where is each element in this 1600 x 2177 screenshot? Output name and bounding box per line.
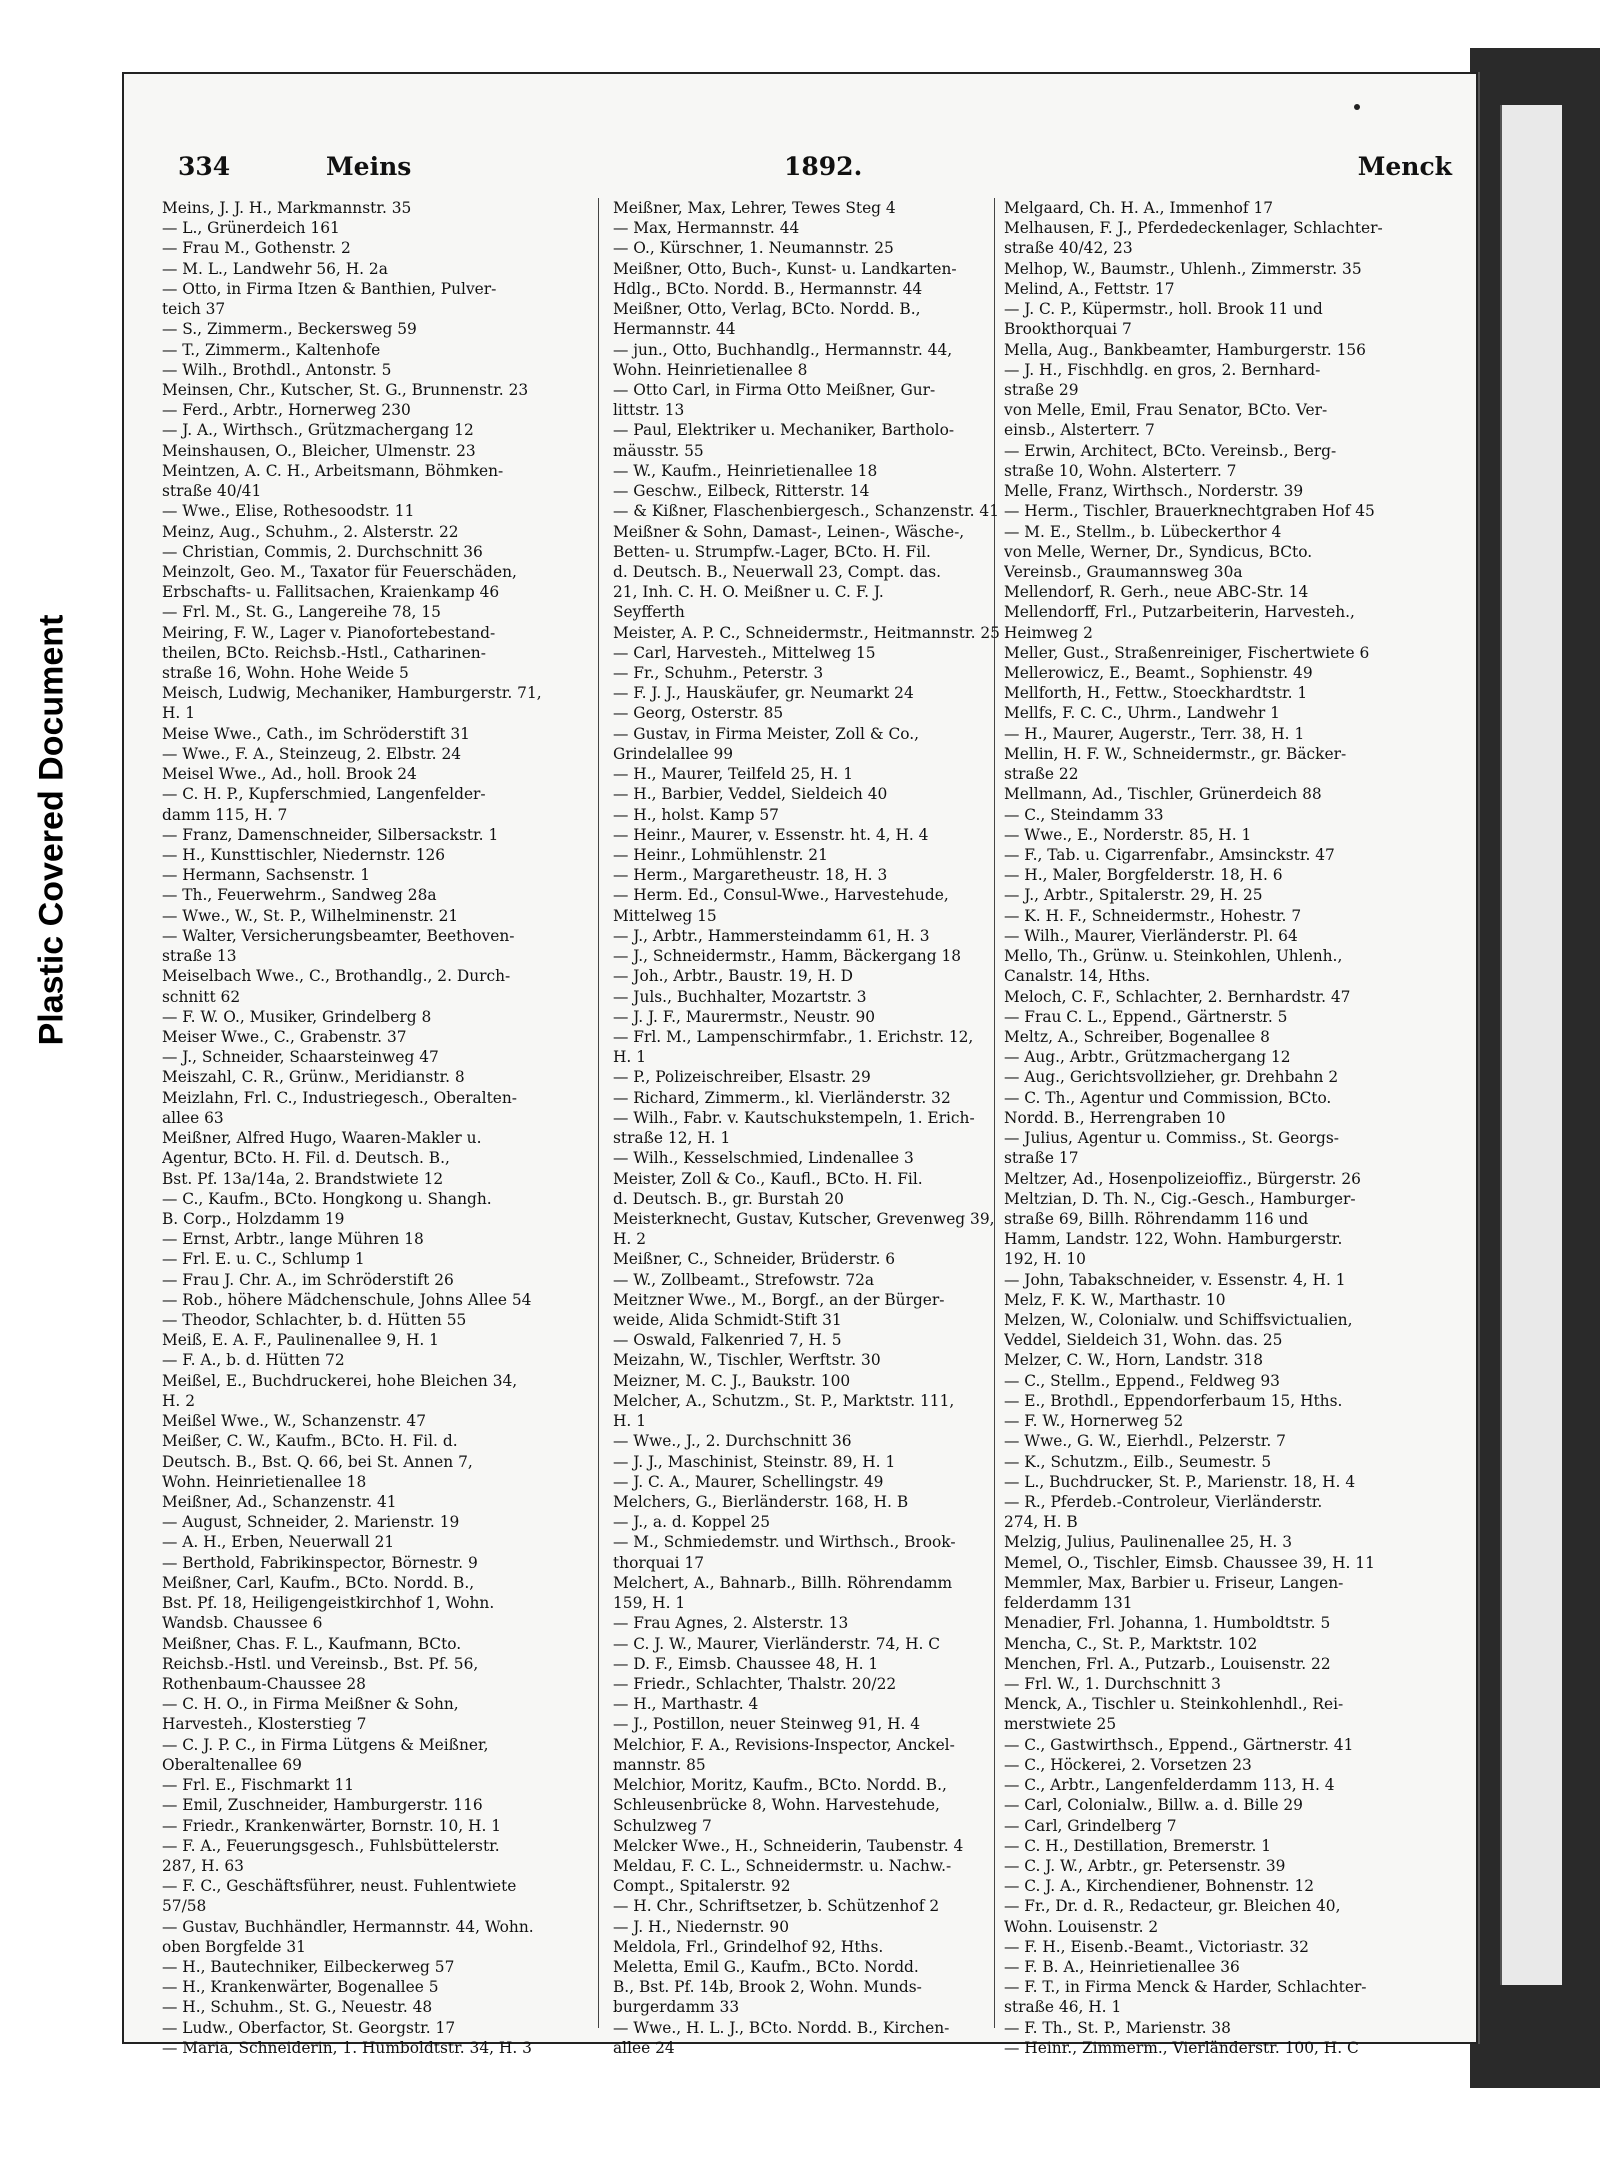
directory-entry-line: — C. Th., Agentur und Commission, BCto. <box>1004 1088 1332 1107</box>
directory-entry-line: — Berthold, Fabrikinspector, Börnestr. 9 <box>162 1553 478 1572</box>
directory-entry-line: — H., Barbier, Veddel, Sieldeich 40 <box>613 785 888 804</box>
directory-entry-line: 287, H. 63 <box>162 1856 244 1875</box>
directory-entry-line: — Frau C. L., Eppend., Gärtnerstr. 5 <box>1004 1007 1288 1026</box>
directory-entry-line: 57/58 <box>162 1897 207 1916</box>
adjacent-page-edge <box>1500 105 1562 1985</box>
directory-entry-line: allee 63 <box>162 1108 224 1127</box>
directory-entry-line: Mellmann, Ad., Tischler, Grünerdeich 88 <box>1004 785 1322 804</box>
directory-entry-line: — C. H., Destillation, Bremerstr. 1 <box>1004 1836 1272 1855</box>
directory-entry-line: — H., holst. Kamp 57 <box>613 805 779 824</box>
directory-entry-line: felderdamm 131 <box>1004 1594 1133 1613</box>
directory-entry-line: — Heinr., Maurer, v. Essenstr. ht. 4, H. 4 <box>613 825 929 844</box>
directory-entry-line: Meiszahl, C. R., Grünw., Meridianstr. 8 <box>162 1068 465 1087</box>
directory-entry-line: Memel, O., Tischler, Eimsb. Chaussee 39, H. 11 <box>1004 1553 1375 1572</box>
directory-entry-line: — Geschw., Eilbeck, Ritterstr. 14 <box>613 482 870 501</box>
directory-entry-line: — J. J., Maschinist, Steinstr. 89, H. 1 <box>613 1452 896 1471</box>
directory-entry-line: 274, H. B <box>1004 1513 1078 1532</box>
column-divider <box>598 198 599 2028</box>
directory-entry-line: 21, Inh. C. H. O. Meißner u. C. F. J. <box>613 583 884 602</box>
directory-entry-line: Hdlg., BCto. Nordd. B., Hermannstr. 44 <box>613 279 923 298</box>
directory-entry-line: — J. A., Wirthsch., Grützmachergang 12 <box>162 421 474 440</box>
directory-entry-line: theilen, BCto. Reichsb.-Hstl., Catharinen- <box>162 643 486 662</box>
directory-entry-line: allee 24 <box>613 2038 675 2057</box>
directory-entry-line: straße 16, Wohn. Hohe Weide 5 <box>162 664 409 683</box>
directory-entry-line: — K., Schutzm., Eilb., Seumestr. 5 <box>1004 1452 1272 1471</box>
directory-entry-line: — W., Zollbeamt., Strefowstr. 72a <box>613 1270 875 1289</box>
directory-entry-line: Oberaltenallee 69 <box>162 1755 302 1774</box>
directory-entry-line: Melgaard, Ch. H. A., Immenhof 17 <box>1004 199 1274 217</box>
directory-entry-line: — Frau J. Chr. A., im Schröderstift 26 <box>162 1270 454 1289</box>
directory-entry-line: H. 2 <box>162 1391 195 1410</box>
directory-entry-line: 159, H. 1 <box>613 1594 686 1613</box>
directory-entry-line: — C. H. P., Kupferschmied, Langenfelder- <box>162 785 486 804</box>
directory-entry-line: Wohn. Heinrietienallee 18 <box>162 1472 367 1491</box>
directory-entry-line: — A. H., Erben, Neuerwall 21 <box>162 1533 395 1552</box>
directory-entry-line: H. 1 <box>613 1412 646 1431</box>
directory-entry-line: — C. J. W., Maurer, Vierländerstr. 74, H. C <box>613 1634 941 1653</box>
directory-entry-line: Meintzen, A. C. H., Arbeitsmann, Böhmken- <box>162 461 504 480</box>
directory-entry-line: Vereinsb., Graumannsweg 30a <box>1004 562 1243 581</box>
directory-entry-line: — Frau Agnes, 2. Alsterstr. 13 <box>613 1614 849 1633</box>
directory-entry-line: Bst. Pf. 13a/14a, 2. Brandstwiete 12 <box>162 1169 444 1188</box>
directory-entry-line: — P., Polizeischreiber, Elsastr. 29 <box>613 1068 871 1087</box>
directory-entry-line: Meißner, C., Schneider, Brüderstr. 6 <box>613 1250 896 1269</box>
directory-entry-line: — jun., Otto, Buchhandlg., Hermannstr. 44, <box>613 340 953 359</box>
directory-entry-line: Rothenbaum-Chaussee 28 <box>162 1674 366 1693</box>
directory-entry-line: — Gustav, Buchhändler, Hermannstr. 44, Wohn. <box>162 1917 534 1936</box>
directory-entry-line: Melchers, G., Bierländerstr. 168, H. B <box>613 1493 909 1511</box>
directory-entry-line: oben Borgfelde 31 <box>162 1937 306 1956</box>
directory-entry-line: — W., Kaufm., Heinrietienallee 18 <box>613 461 878 480</box>
directory-entry-line: — F. A., Feuerungsgesch., Fuhlsbüttelerstr. <box>162 1836 500 1855</box>
directory-entry-line: Meizlahn, Frl. C., Industriegesch., Oberalten- <box>162 1088 517 1107</box>
directory-entry-line: — F. J. J., Hauskäufer, gr. Neumarkt 24 <box>613 684 914 703</box>
directory-entry-line: — E., Brothdl., Eppendorferbaum 15, Hths. <box>1004 1391 1343 1410</box>
directory-entry-line: Meißner & Sohn, Damast-, Leinen-, Wäsche-, <box>613 522 965 541</box>
directory-entry-line: H. 1 <box>162 704 195 723</box>
directory-page <box>122 72 1478 2057</box>
directory-entry-line: Mellendorf, R. Gerh., neue ABC-Str. 14 <box>1004 583 1309 602</box>
side-label <box>12 560 92 1100</box>
directory-entry-line: Schulzweg 7 <box>613 1816 712 1835</box>
directory-entry-line: — Wwe., G. W., Eierhdl., Pelzerstr. 7 <box>1004 1432 1286 1451</box>
directory-entry-line: Melhop, W., Baumstr., Uhlenh., Zimmerstr. 35 <box>1004 259 1362 278</box>
column-3 <box>1004 198 1462 2058</box>
directory-entry-line: Menchen, Frl. A., Putzarb., Louisenstr. 22 <box>1004 1654 1331 1673</box>
directory-entry-line: Meißner, Alfred Hugo, Waaren-Makler u. <box>162 1129 482 1148</box>
directory-entry-line: — Aug., Arbtr., Grützmachergang 12 <box>1004 1048 1291 1067</box>
directory-entry-line: — R., Pferdeb.-Controleur, Vierländerstr. <box>1004 1493 1323 1511</box>
directory-entry-line: — L., Grünerdeich 161 <box>162 219 340 238</box>
directory-entry-line: — J. H., Fischhdlg. en gros, 2. Bernhard- <box>1004 360 1321 379</box>
directory-entry-line: Meldau, F. C. L., Schneidermstr. u. Nachw.- <box>613 1856 952 1875</box>
directory-entry-line: von Melle, Werner, Dr., Syndicus, BCto. <box>1004 542 1313 561</box>
directory-entry-line: — Frl. E. u. C., Schlump 1 <box>162 1250 365 1269</box>
directory-entry-line: Meister, Zoll & Co., Kaufl., BCto. H. Fil. <box>613 1169 923 1188</box>
directory-entry-line: — M. L., Landwehr 56, H. 2a <box>162 259 388 278</box>
directory-entry-line: — Frau M., Gothenstr. 2 <box>162 239 351 258</box>
directory-entry-line: — Friedr., Schlachter, Thalstr. 20/22 <box>613 1674 897 1693</box>
directory-entry-line: — Max, Hermannstr. 44 <box>613 219 800 238</box>
directory-entry-line: — C. J. W., Arbtr., gr. Petersenstr. 39 <box>1004 1856 1286 1875</box>
directory-entry-line: Melchior, Moritz, Kaufm., BCto. Nordd. B., <box>613 1776 947 1795</box>
directory-entry-line: — O., Kürschner, 1. Neumannstr. 25 <box>613 239 894 258</box>
directory-entry-line: einsb., Alsterterr. 7 <box>1004 421 1155 440</box>
directory-entry-line: — Carl, Colonialw., Billw. a. d. Bille 29 <box>1004 1796 1303 1815</box>
directory-entry-line: littstr. 13 <box>613 401 685 420</box>
directory-entry-line: Wandsb. Chaussee 6 <box>162 1614 323 1633</box>
directory-entry-line: Meisch, Ludwig, Mechaniker, Hamburgerstr. 71, <box>162 684 542 703</box>
directory-entry-line: — Maria, Schneiderin, 1. Humboldtstr. 34, H. 3 <box>162 2038 532 2057</box>
directory-entry-line: Meletta, Emil G., Kaufm., BCto. Nordd. <box>613 1958 919 1977</box>
directory-entry-line: burgerdamm 33 <box>613 1998 740 2017</box>
directory-entry-line: — Heinr., Lohmühlenstr. 21 <box>613 846 828 864</box>
directory-entry-line: — Ludw., Oberfactor, St. Georgstr. 17 <box>162 2018 456 2037</box>
directory-entry-line: Meißner, Otto, Buch-, Kunst- u. Landkarten- <box>613 259 957 278</box>
directory-entry-line: Meloch, C. F., Schlachter, 2. Bernhardstr. 47 <box>1004 987 1351 1006</box>
directory-entry-line: straße 40/41 <box>162 482 262 501</box>
directory-entry-line: Meißner, Ad., Schanzenstr. 41 <box>162 1493 397 1511</box>
directory-entry-line: Meller, Gust., Straßenreiniger, Fischertwiete 6 <box>1004 643 1370 662</box>
directory-entry-line: — H., Bautechniker, Eilbeckerweg 57 <box>162 1958 455 1977</box>
directory-entry-line: — Th., Feuerwehrm., Sandweg 28a <box>162 886 437 905</box>
directory-entry-line: — Richard, Zimmerm., kl. Vierländerstr. 32 <box>613 1088 951 1107</box>
directory-entry-line: — Herm., Margaretheustr. 18, H. 3 <box>613 866 888 885</box>
directory-entry-line: — M. E., Stellm., b. Lübeckerthor 4 <box>1004 522 1282 541</box>
directory-entry-line: von Melle, Emil, Frau Senator, BCto. Ver- <box>1004 401 1328 420</box>
directory-entry-line: — S., Zimmerm., Beckersweg 59 <box>162 320 417 339</box>
directory-entry-line: Mellfs, F. C. C., Uhrm., Landwehr 1 <box>1004 704 1280 723</box>
directory-entry-line: Meiser Wwe., C., Grabenstr. 37 <box>162 1027 407 1046</box>
directory-entry-line: straße 46, H. 1 <box>1004 1998 1122 2017</box>
directory-entry-line: — M., Schmiedemstr. und Wirthsch., Brook- <box>613 1533 956 1552</box>
directory-entry-line: Mellerowicz, E., Beamt., Sophienstr. 49 <box>1004 664 1313 683</box>
directory-entry-line: Meise Wwe., Cath., im Schröderstift 31 <box>162 724 470 743</box>
header-year: 1892. <box>784 152 863 181</box>
directory-entry-line: Nordd. B., Herrengraben 10 <box>1004 1108 1226 1127</box>
directory-entry-line: straße 69, Billh. Röhrendamm 116 und <box>1004 1209 1309 1228</box>
header-left-keyword: Meins <box>326 152 412 181</box>
directory-entry-line: — H., Krankenwärter, Bogenallee 5 <box>162 1978 439 1997</box>
directory-entry-line: d. Deutsch. B., gr. Burstah 20 <box>613 1189 844 1208</box>
directory-entry-line: — H., Marthastr. 4 <box>613 1695 759 1714</box>
header-right-keyword: Menck <box>1357 152 1452 181</box>
directory-entry-line: Brookthorquai 7 <box>1004 320 1132 339</box>
directory-entry-line: — J. C. A., Maurer, Schellingstr. 49 <box>613 1472 884 1491</box>
directory-entry-line: — Walter, Versicherungsbeamter, Beethoven- <box>162 926 515 945</box>
directory-entry-line: — J., Arbtr., Hammersteindamm 61, H. 3 <box>613 926 930 945</box>
directory-entry-line: — C. J. P. C., in Firma Lütgens & Meißner, <box>162 1735 489 1754</box>
directory-entry-line: Meinz, Aug., Schuhm., 2. Alsterstr. 22 <box>162 522 459 541</box>
directory-entry-line: — Paul, Elektriker u. Mechaniker, Bartholo- <box>613 421 955 440</box>
directory-entry-line: Melzig, Julius, Paulinenallee 25, H. 3 <box>1004 1533 1293 1552</box>
directory-entry-line: Menck, A., Tischler u. Steinkohlenhdl., Rei- <box>1004 1695 1344 1714</box>
directory-entry-line: Grindelallee 99 <box>613 744 734 763</box>
directory-entry-line: Meizner, M. C. J., Baukstr. 100 <box>613 1371 851 1390</box>
directory-entry-line: Seyfferth <box>613 603 685 622</box>
directory-entry-line: Deutsch. B., Bst. Q. 66, bei St. Annen 7, <box>162 1452 473 1471</box>
directory-entry-line: — Wwe., E., Norderstr. 85, H. 1 <box>1004 825 1252 844</box>
directory-entry-line: — Franz, Damenschneider, Silbersackstr. 1 <box>162 825 499 844</box>
directory-entry-line: — Georg, Osterstr. 85 <box>613 704 784 723</box>
directory-entry-line: Melzen, W., Colonialw. und Schiffsvictualien, <box>1004 1311 1353 1330</box>
directory-entry-line: 192, H. 10 <box>1004 1250 1086 1269</box>
directory-entry-line: mannstr. 85 <box>613 1755 706 1774</box>
directory-entry-line: thorquai 17 <box>613 1553 705 1572</box>
directory-entry-line: — F. T., in Firma Menck & Harder, Schlachter- <box>1004 1978 1367 1997</box>
directory-entry-line: — H., Maurer, Teilfeld 25, H. 1 <box>613 765 854 784</box>
directory-entry-line: — Wilh., Brothdl., Antonstr. 5 <box>162 360 392 379</box>
directory-entry-line: Heimweg 2 <box>1004 623 1093 642</box>
directory-entry-line: Meltzian, D. Th. N., Cig.-Gesch., Hamburger- <box>1004 1189 1356 1208</box>
directory-entry-line: Veddel, Sieldeich 31, Wohn. das. 25 <box>1004 1331 1283 1350</box>
directory-entry-line: damm 115, H. 7 <box>162 805 288 824</box>
directory-entry-line: — C., Arbtr., Langenfelderdamm 113, H. 4 <box>1004 1776 1335 1795</box>
directory-entry-line: Meiß, E. A. F., Paulinenallee 9, H. 1 <box>162 1331 439 1350</box>
directory-entry-line: Meldola, Frl., Grindelhof 92, Hths. <box>613 1937 884 1956</box>
directory-entry-line: Meißner, Max, Lehrer, Tewes Steg 4 <box>613 199 896 217</box>
directory-entry-line: — Heinr., Zimmerm., Vierländerstr. 100, H. C <box>1004 2038 1359 2057</box>
directory-entry-line: Reichsb.-Hstl. und Vereinsb., Bst. Pf. 56, <box>162 1654 479 1673</box>
directory-entry-line: — J., Arbtr., Spitalerstr. 29, H. 25 <box>1004 886 1263 905</box>
directory-entry-line: — Ferd., Arbtr., Hornerweg 230 <box>162 401 411 420</box>
directory-entry-line: straße 10, Wohn. Alsterterr. 7 <box>1004 461 1237 480</box>
directory-entry-line: Meißner, Carl, Kaufm., BCto. Nordd. B., <box>162 1573 475 1592</box>
directory-entry-line: Mittelweg 15 <box>613 906 717 925</box>
directory-entry-line: Agentur, BCto. H. Fil. d. Deutsch. B., <box>162 1149 450 1168</box>
directory-entry-line: — Joh., Arbtr., Baustr. 19, H. D <box>613 967 854 986</box>
directory-entry-line: — L., Buchdrucker, St. P., Marienstr. 18, H. 4 <box>1004 1472 1356 1491</box>
directory-entry-line: weide, Alida Schmidt-Stift 31 <box>613 1311 842 1330</box>
directory-entry-line: Compt., Spitalerstr. 92 <box>613 1877 791 1896</box>
ink-dot <box>1354 104 1360 110</box>
directory-entry-line: — J., Schneider, Schaarsteinweg 47 <box>162 1048 439 1067</box>
directory-entry-line: Meißel, E., Buchdruckerei, hohe Bleichen 34, <box>162 1371 518 1390</box>
directory-entry-line: Schleusenbrücke 8, Wohn. Harvestehude, <box>613 1796 940 1815</box>
directory-entry-line: H. 2 <box>613 1230 646 1249</box>
directory-entry-line: Melcher, A., Schutzm., St. P., Marktstr. 111, <box>613 1391 955 1410</box>
directory-entry-line: — Gustav, in Firma Meister, Zoll & Co., <box>613 724 920 743</box>
directory-entry-line: — Frl. W., 1. Durchschnitt 3 <box>1004 1674 1221 1693</box>
directory-entry-line: mäusstr. 55 <box>613 441 704 460</box>
directory-entry-line: — Wwe., F. A., Steinzeug, 2. Elbstr. 24 <box>162 744 462 763</box>
directory-entry-line: — C., Höckerei, 2. Vorsetzen 23 <box>1004 1755 1252 1774</box>
directory-entry-line: Betten- u. Strumpfw.-Lager, BCto. H. Fil. <box>613 542 931 561</box>
directory-entry-line: — Fr., Schuhm., Peterstr. 3 <box>613 664 824 683</box>
directory-entry-line: teich 37 <box>162 300 226 319</box>
directory-entry-line: — Wwe., H. L. J., BCto. Nordd. B., Kirchen- <box>613 2018 950 2037</box>
directory-entry-line: — C. J. A., Kirchendiener, Bohnenstr. 12 <box>1004 1877 1315 1896</box>
directory-entry-line: Memmler, Max, Barbier u. Friseur, Langen- <box>1004 1573 1344 1592</box>
directory-entry-line: Mellforth, H., Fettw., Stoeckhardtstr. 1 <box>1004 684 1308 703</box>
directory-entry-line: straße 22 <box>1004 765 1079 784</box>
directory-entry-line: — Fr., Dr. d. R., Redacteur, gr. Bleichen 40, <box>1004 1897 1341 1916</box>
directory-entry-line: — Christian, Commis, 2. Durchschnitt 36 <box>162 542 483 561</box>
directory-entry-line: — Otto, in Firma Itzen & Banthien, Pulver- <box>162 279 497 298</box>
directory-entry-line: Meister, A. P. C., Schneidermstr., Heitmannstr. 25 <box>613 623 1000 642</box>
directory-entry-line: Meisterknecht, Gustav, Kutscher, Grevenweg 39, <box>613 1209 995 1228</box>
directory-entry-line: Meißel Wwe., W., Schanzenstr. 47 <box>162 1412 426 1431</box>
directory-entry-line: Mellendorff, Frl., Putzarbeiterin, Harvesteh., <box>1004 603 1355 622</box>
directory-entry-line: — Emil, Zuschneider, Hamburgerstr. 116 <box>162 1796 483 1815</box>
directory-entry-line: — Herm., Tischler, Brauerknechtgraben Hof 45 <box>1004 502 1375 521</box>
directory-entry-line: Meinsen, Chr., Kutscher, St. G., Brunnenstr. 23 <box>162 380 529 399</box>
page-header <box>178 152 1462 196</box>
directory-entry-line: — C., Gastwirthsch., Eppend., Gärtnerstr. 41 <box>1004 1735 1354 1754</box>
directory-entry-line: Meins, J. J. H., Markmannstr. 35 <box>162 199 412 217</box>
directory-entry-line: — Wilh., Kesselschmied, Lindenallee 3 <box>613 1149 914 1168</box>
directory-entry-line: Meinshausen, O., Bleicher, Ulmenstr. 23 <box>162 441 476 460</box>
directory-entry-line: Wohn. Heinrietienallee 8 <box>613 360 808 379</box>
directory-entry-line: — Juls., Buchhalter, Mozartstr. 3 <box>613 987 867 1006</box>
directory-entry-line: B. Corp., Holzdamm 19 <box>162 1209 345 1228</box>
column-1 <box>162 198 592 2058</box>
directory-entry-line: — & Kißner, Flaschenbiergesch., Schanzenstr. 41 <box>613 502 999 521</box>
directory-entry-line: Melz, F. K. W., Marthastr. 10 <box>1004 1290 1226 1309</box>
directory-entry-line: — F. B. A., Heinrietienallee 36 <box>1004 1958 1240 1977</box>
directory-entry-line: H. 1 <box>613 1048 646 1067</box>
directory-entry-line: Meizahn, W., Tischler, Werftstr. 30 <box>613 1351 881 1370</box>
directory-entry-line: — C., Steindamm 33 <box>1004 805 1164 824</box>
directory-entry-line: — Otto Carl, in Firma Otto Meißner, Gur- <box>613 380 936 399</box>
directory-entry-line: — F. A., b. d. Hütten 72 <box>162 1351 345 1370</box>
directory-entry-line: — J. C. P., Küpermstr., holl. Brook 11 und <box>1004 300 1323 319</box>
directory-entry-line: straße 12, H. 1 <box>613 1129 731 1148</box>
directory-entry-line: B., Bst. Pf. 14b, Brook 2, Wohn. Munds- <box>613 1978 922 1997</box>
directory-entry-line: schnitt 62 <box>162 987 241 1006</box>
directory-entry-line: Meißer, C. W., Kaufm., BCto. H. Fil. d. <box>162 1432 458 1451</box>
directory-entry-line: — J., a. d. Koppel 25 <box>613 1513 771 1532</box>
directory-entry-line: Mello, Th., Grünw. u. Steinkohlen, Uhlenh., <box>1004 947 1343 966</box>
directory-entry-line: Meißner, Otto, Verlag, BCto. Nordd. B., <box>613 300 921 319</box>
directory-entry-line: — F. H., Eisenb.-Beamt., Victoriastr. 32 <box>1004 1937 1309 1956</box>
side-label-text: Plastic Covered Document <box>32 614 71 1046</box>
directory-entry-line: d. Deutsch. B., Neuerwall 23, Compt. das. <box>613 562 942 581</box>
directory-entry-line: — H., Schuhm., St. G., Neuestr. 48 <box>162 1998 433 2017</box>
directory-entry-line: — Erwin, Architect, BCto. Vereinsb., Berg- <box>1004 441 1337 460</box>
directory-entry-line: — Frl. E., Fischmarkt 11 <box>162 1776 355 1795</box>
directory-entry-line: — F. W., Hornerweg 52 <box>1004 1412 1184 1431</box>
directory-entry-line: — Friedr., Krankenwärter, Bornstr. 10, H. 1 <box>162 1816 502 1835</box>
directory-entry-line: — H., Maler, Borgfelderstr. 18, H. 6 <box>1004 866 1283 885</box>
directory-entry-line: — H., Maurer, Augerstr., Terr. 38, H. 1 <box>1004 724 1305 743</box>
directory-entry-line: Melchert, A., Bahnarb., Billh. Röhrendamm <box>613 1573 953 1592</box>
directory-entry-line: Mellin, H. F. W., Schneidermstr., gr. Bäcker- <box>1004 744 1347 763</box>
directory-entry-line: Melhausen, F. J., Pferdedeckenlager, Schlachter- <box>1004 219 1383 238</box>
directory-entry-line: — Frl. M., St. G., Langereihe 78, 15 <box>162 603 441 622</box>
directory-entry-line: — K. H. F., Schneidermstr., Hohestr. 7 <box>1004 906 1302 925</box>
directory-entry-line: — T., Zimmerm., Kaltenhofe <box>162 340 381 359</box>
directory-entry-line: — F. C., Geschäftsführer, neust. Fuhlentwiete <box>162 1877 517 1896</box>
directory-entry-line: Menadier, Frl. Johanna, 1. Humboldtstr. 5 <box>1004 1614 1331 1633</box>
directory-entry-line: Meißner, Chas. F. L., Kaufmann, BCto. <box>162 1634 462 1653</box>
directory-entry-line: — F., Tab. u. Cigarrenfabr., Amsinckstr. 47 <box>1004 846 1335 864</box>
directory-entry-line: Hamm, Landstr. 122, Wohn. Hamburgerstr. <box>1004 1230 1343 1249</box>
directory-entry-line: — H., Kunsttischler, Niedernstr. 126 <box>162 846 446 864</box>
directory-entry-line: — Theodor, Schlachter, b. d. Hütten 55 <box>162 1311 467 1330</box>
directory-entry-line: Mella, Aug., Bankbeamter, Hamburgerstr. 156 <box>1004 340 1366 359</box>
directory-entry-line: — D. F., Eimsb. Chaussee 48, H. 1 <box>613 1654 879 1673</box>
directory-entry-line: — Wilh., Maurer, Vierländerstr. Pl. 64 <box>1004 926 1298 945</box>
column-2 <box>613 198 1043 2058</box>
directory-entry-line: Meisel Wwe., Ad., holl. Brook 24 <box>162 765 417 784</box>
directory-entry-line: Meltz, A., Schreiber, Bogenallee 8 <box>1004 1027 1270 1046</box>
directory-entry-line: — Hermann, Sachsenstr. 1 <box>162 866 371 885</box>
directory-entry-line: — J. H., Niedernstr. 90 <box>613 1917 789 1936</box>
directory-entry-line: — Wwe., J., 2. Durchschnitt 36 <box>613 1432 852 1451</box>
directory-entry-line: merstwiete 25 <box>1004 1715 1117 1734</box>
directory-entry-line: Meiselbach Wwe., C., Brothandlg., 2. Durch- <box>162 967 511 986</box>
directory-entry-line: Wohn. Louisenstr. 2 <box>1004 1917 1159 1936</box>
directory-entry-line: — Carl, Harvesteh., Mittelweg 15 <box>613 643 876 662</box>
directory-entry-line: — C., Stellm., Eppend., Feldweg 93 <box>1004 1371 1280 1390</box>
directory-entry-line: — August, Schneider, 2. Marienstr. 19 <box>162 1513 460 1532</box>
directory-entry-line: Melle, Franz, Wirthsch., Norderstr. 39 <box>1004 482 1304 501</box>
directory-entry-line: — Herm. Ed., Consul-Wwe., Harvestehude, <box>613 886 949 905</box>
directory-entry-line: Melchior, F. A., Revisions-Inspector, Anckel- <box>613 1735 955 1754</box>
directory-entry-line: — Oswald, Falkenried 7, H. 5 <box>613 1331 842 1350</box>
directory-entry-line: straße 29 <box>1004 380 1079 399</box>
directory-entry-line: straße 13 <box>162 947 237 966</box>
directory-entry-line: Melcker Wwe., H., Schneiderin, Taubenstr. 4 <box>613 1836 964 1855</box>
directory-entry-line: Melzer, C. W., Horn, Landstr. 318 <box>1004 1351 1264 1370</box>
directory-entry-line: Meiring, F. W., Lager v. Pianofortebestand- <box>162 623 496 642</box>
directory-entry-line: Bst. Pf. 18, Heiligengeistkirchhof 1, Wohn. <box>162 1594 495 1613</box>
directory-entry-line: — F. Th., St. P., Marienstr. 38 <box>1004 2018 1231 2037</box>
directory-entry-line: — J. J. F., Maurermstr., Neustr. 90 <box>613 1007 876 1026</box>
directory-entry-line: straße 17 <box>1004 1149 1079 1168</box>
directory-entry-line: Meltzer, Ad., Hosenpolizeioffiz., Bürgerstr. 26 <box>1004 1169 1361 1188</box>
directory-entry-line: Erbschafts- u. Fallitsachen, Kraienkamp 46 <box>162 583 500 602</box>
directory-entry-line: Meinzolt, Geo. M., Taxator für Feuerschäden, <box>162 562 517 581</box>
directory-entry-line: Meitzner Wwe., M., Borgf., an der Bürger- <box>613 1290 945 1309</box>
directory-entry-line: Melind, A., Fettstr. 17 <box>1004 279 1175 298</box>
directory-entry-line: — Carl, Grindelberg 7 <box>1004 1816 1177 1835</box>
directory-entry-line: — C. H. O., in Firma Meißner & Sohn, <box>162 1695 459 1714</box>
directory-entry-line: Canalstr. 14, Hths. <box>1004 967 1151 986</box>
directory-entry-line: Hermannstr. 44 <box>613 320 736 339</box>
directory-entry-line: Mencha, C., St. P., Marktstr. 102 <box>1004 1634 1258 1653</box>
directory-entry-line: — Wwe., W., St. P., Wilhelminenstr. 21 <box>162 906 459 925</box>
directory-entry-line: — F. W. O., Musiker, Grindelberg 8 <box>162 1007 432 1026</box>
page-number: 334 <box>178 152 231 181</box>
directory-entry-line: Harvesteh., Klosterstieg 7 <box>162 1715 367 1734</box>
directory-entry-line: straße 40/42, 23 <box>1004 239 1133 258</box>
directory-entry-line: — H. Chr., Schriftsetzer, b. Schützenhof 2 <box>613 1897 940 1916</box>
directory-entry-line: — Wwe., Elise, Rothesoodstr. 11 <box>162 502 415 521</box>
directory-entry-line: — Julius, Agentur u. Commiss., St. Georgs- <box>1004 1129 1339 1148</box>
directory-entry-line: — C., Kaufm., BCto. Hongkong u. Shangh. <box>162 1189 492 1208</box>
directory-entry-line: — John, Tabakschneider, v. Essenstr. 4, H. 1 <box>1004 1270 1346 1289</box>
directory-entry-line: — Ernst, Arbtr., lange Mühren 18 <box>162 1230 424 1249</box>
directory-entry-line: — Aug., Gerichtsvollzieher, gr. Drehbahn 2 <box>1004 1068 1339 1087</box>
directory-entry-line: — J., Schneidermstr., Hamm, Bäckergang 18 <box>613 947 962 966</box>
directory-entry-line: — Frl. M., Lampenschirmfabr., 1. Erichstr. 12, <box>613 1027 974 1046</box>
directory-entry-line: — Wilh., Fabr. v. Kautschukstempeln, 1. Erich- <box>613 1108 975 1127</box>
directory-entry-line: — Rob., höhere Mädchenschule, Johns Allee 54 <box>162 1290 532 1309</box>
directory-entry-line: — J., Postillon, neuer Steinweg 91, H. 4 <box>613 1715 921 1734</box>
